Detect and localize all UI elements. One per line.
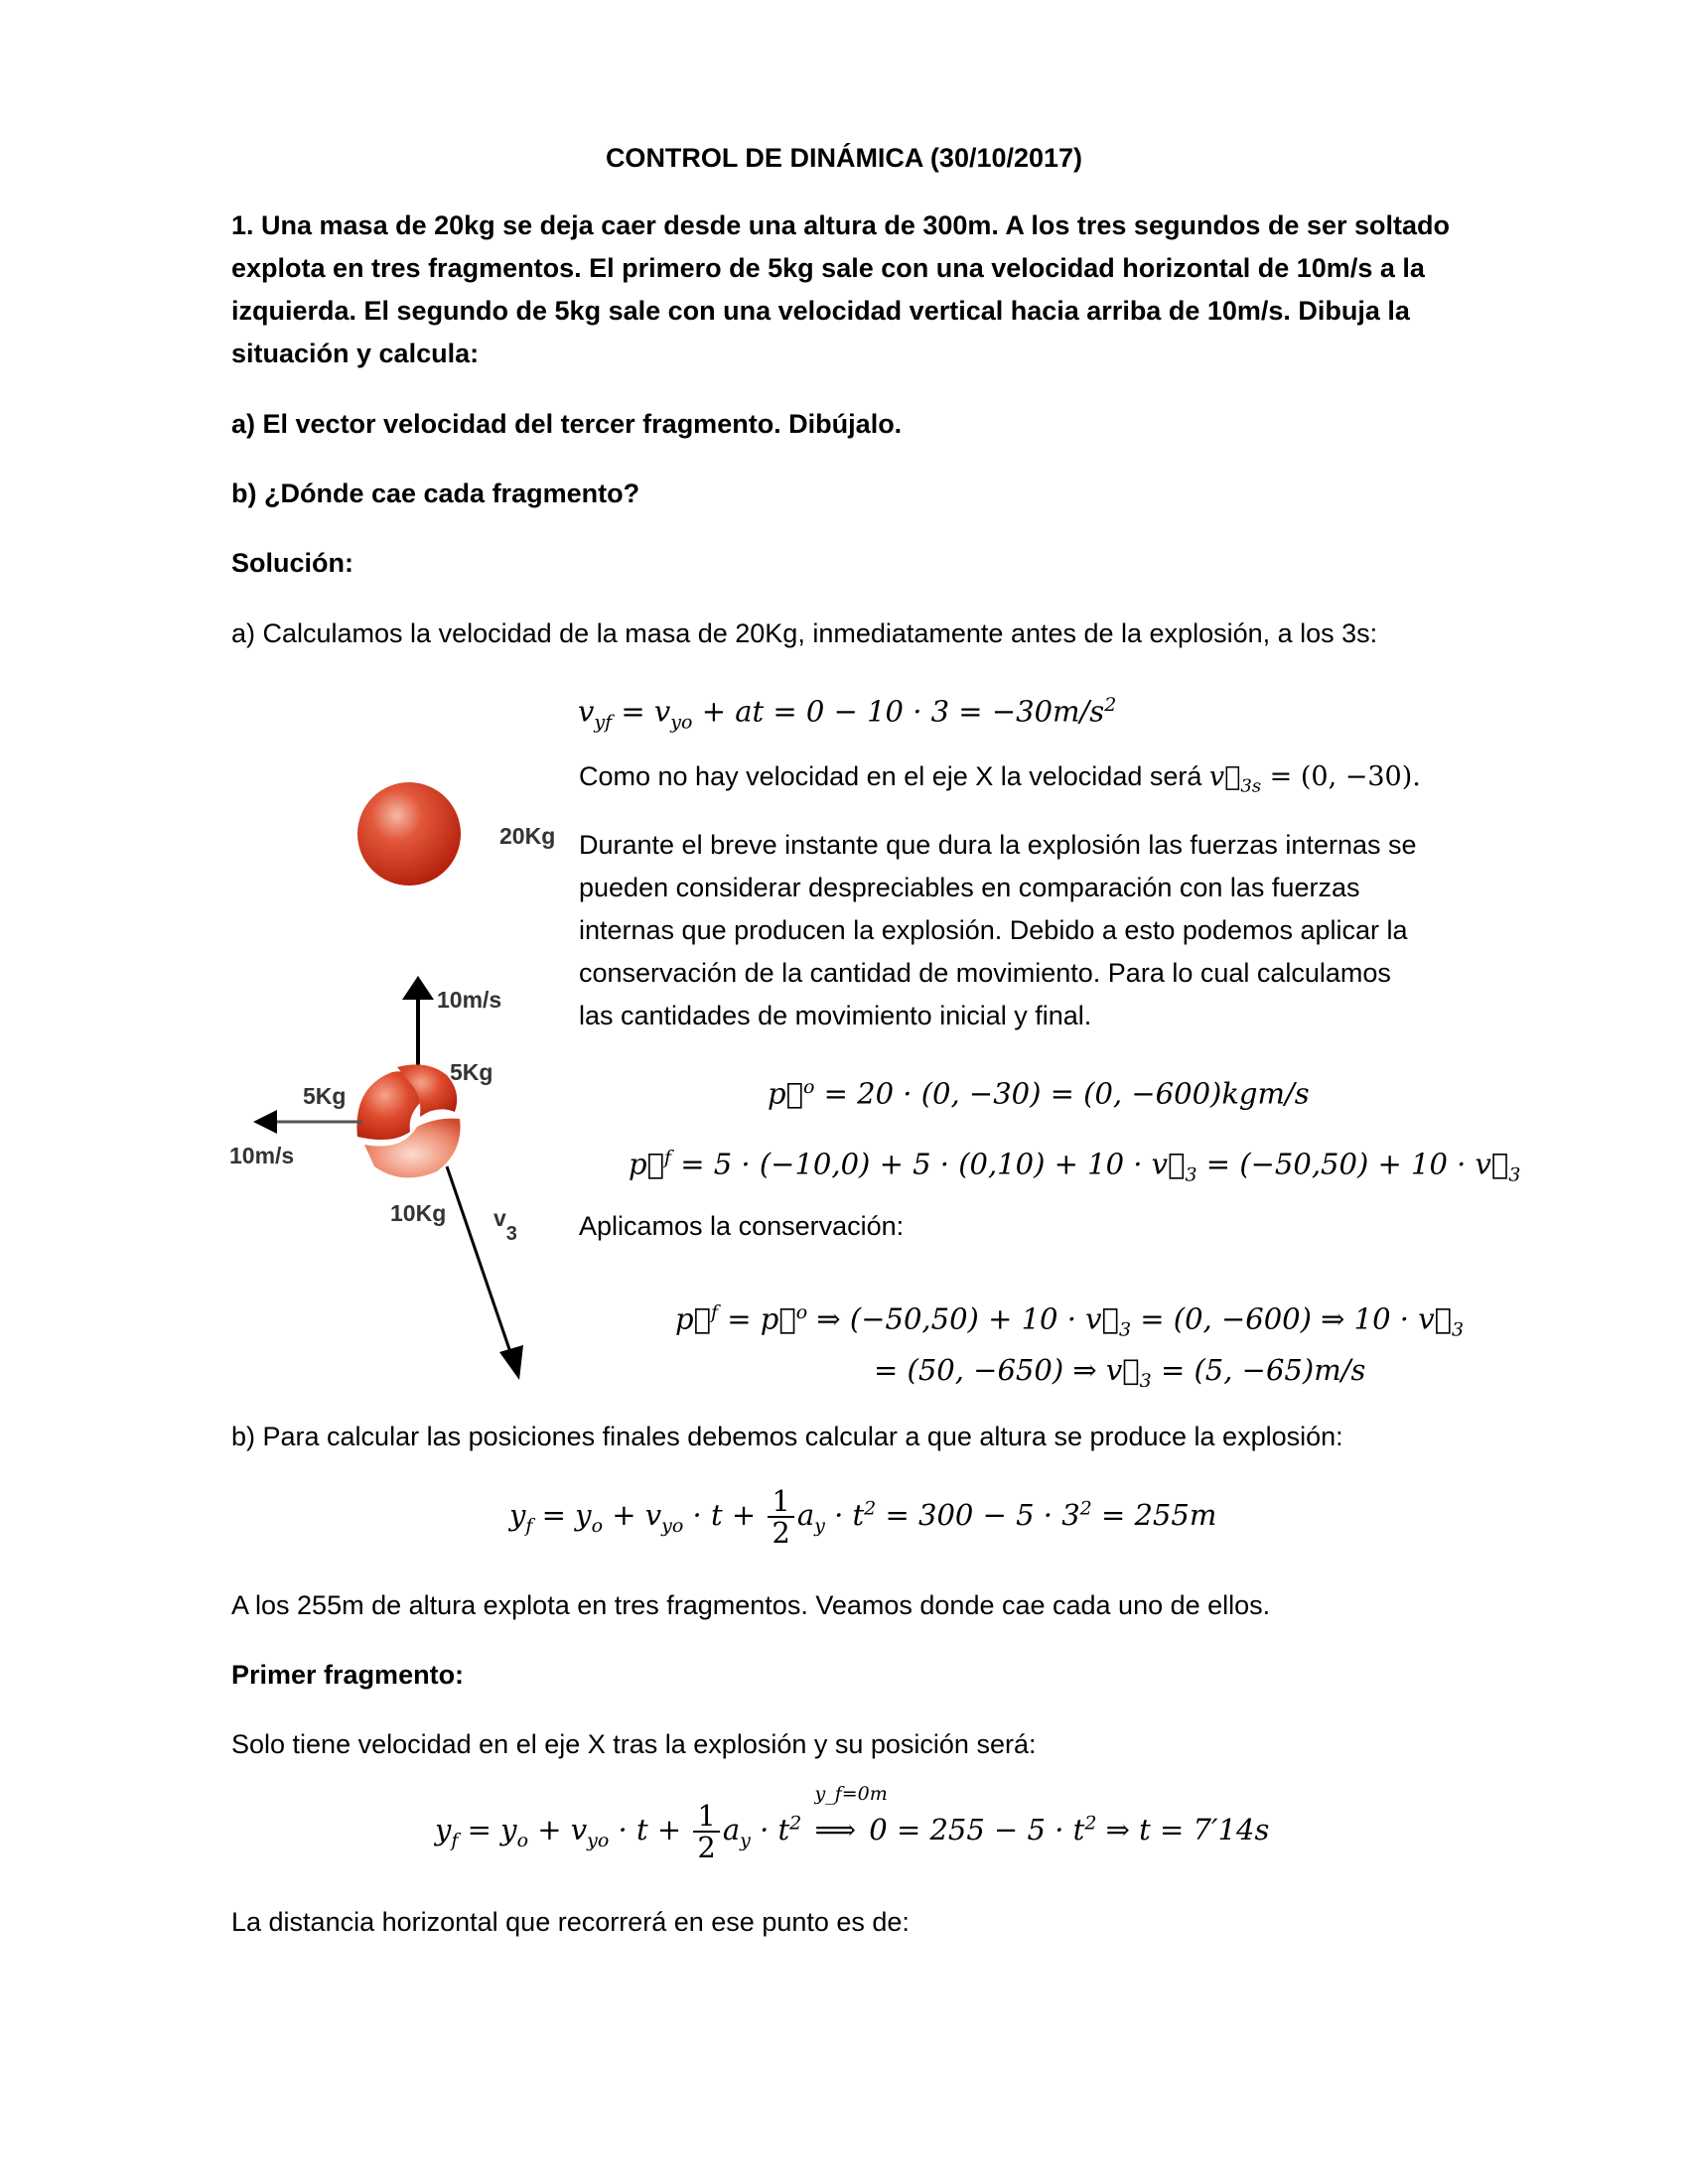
problem-line-3: izquierda. El segundo de 5kg sale con una velocidad vertical hacia arriba de 10m/s. Dibuja la (231, 296, 1410, 326)
label-20kg: 20Kg (499, 823, 556, 849)
equation-initial-momentum: p⃗$^o$ = 20 · (0, −30) = (0, −600)kgm/s (768, 1076, 1310, 1111)
part-b-question: b) ¿Dónde cae cada fragmento? (231, 478, 640, 508)
horizontal-distance-text: La distancia horizontal que recorrerá en ese punto es de: (231, 1907, 910, 1937)
fraction-one-half: $\frac{1}{2}$ (768, 1486, 793, 1548)
label-v3: v3 (493, 1205, 517, 1245)
first-fragment-heading: Primer fragmento: (231, 1660, 465, 1690)
mass-20kg-ball (357, 782, 461, 886)
fraction-one-half-2: $\frac{1}{2}$ (693, 1801, 719, 1862)
label-5kg-right: 5Kg (450, 1059, 493, 1085)
equation-explosion-height: $y_f = y_o + v_{yo} \cdot t$ + $\frac{1}{2}$ $a_y \cdot t^2 = 300 - 5 \cdot 3^2 = 255m$ (509, 1484, 1217, 1550)
arrow-left-head (253, 1110, 277, 1134)
explosion-line-1: Durante el breve instante que dura la explosión las fuerzas internas se (579, 830, 1417, 860)
equation-first-fragment-time: $y_f = y_o + v_{yo} \cdot t$ + $\frac{1}{2}$ $a_y \cdot t^2$ y_f=0m ⟹ $0 = 255 - 5 \cdot t^2$ ⇒ t = 7′14s (435, 1783, 1270, 1864)
explosion-line-5: las cantidades de movimiento inicial y final. (579, 1001, 1092, 1030)
equation-conservation-1: p⃗$^f$ = p⃗$^o$ ⇒ $(-50,50) + 10 \cdot v⃗_3 = (0$, −600) ⇒ $10 \cdot v⃗_3$ (675, 1301, 1465, 1341)
first-fragment-text: Solo tiene velocidad en el eje X tras la explosión y su posición será: (231, 1729, 1037, 1759)
part-a-question: a) El vector velocidad del tercer fragmento. Dibújalo. (231, 409, 903, 439)
solution-heading: Solución: (231, 548, 353, 578)
text-no-velocity-x: Como no hay velocidad en el eje X la velocidad será $v⃗_{3s} = (0$, −30). (579, 761, 1421, 797)
label-10kg: 10Kg (390, 1200, 447, 1226)
solution-a-intro: a) Calculamos la velocidad de la masa de 20Kg, inmediatamente antes de la explosión, a los 3s: (231, 618, 1378, 648)
problem-line-2: explota en tres fragmentos. El primero de 5kg sale con una velocidad horizontal de 10m/s a la (231, 253, 1425, 283)
explosion-diagram (223, 769, 581, 1405)
equation-velocity: $v_{yf} = v_{yo}$ + at = $0 - 10 \cdot 3 = -30m/s^2$ (578, 694, 1117, 734)
label-10ms-left: 10m/s (229, 1143, 295, 1168)
arrow-v3 (447, 1166, 511, 1355)
implies-arrow-with-condition: y_f=0m ⟹ (814, 1783, 888, 1846)
arrow-v3-head (499, 1345, 523, 1380)
explosion-line-4: conservación de la cantidad de movimiento. Para lo cual calculamos (579, 958, 1391, 988)
page-title: CONTROL DE DINÁMICA (30/10/2017) (605, 143, 1083, 173)
equation-conservation-2: = (50, −650) ⇒ $v⃗_3 = (5$, −65)m/s (874, 1353, 1366, 1392)
text-255m: A los 255m de altura explota en tres fragmentos. Veamos donde cae cada uno de ellos. (231, 1590, 1271, 1620)
solution-b-intro: b) Para calcular las posiciones finales debemos calcular a que altura se produce la explosión: (231, 1422, 1343, 1451)
equation-final-momentum: p⃗$^f$ = $5 \cdot (-10,0) + 5 \cdot (0,10) + 10 \cdot v⃗_3 = (-50,50) + 10$ · $v⃗_3$ (629, 1147, 1521, 1186)
problem-line-1: 1. Una masa de 20kg se deja caer desde una altura de 300m. A los tres segundos de ser soltado (231, 210, 1450, 240)
label-5kg-left: 5Kg (303, 1083, 347, 1109)
inline-velocity-math: $v⃗_{3s} = (0$, −30). (1208, 761, 1421, 797)
problem-line-4: situación y calcula: (231, 339, 480, 368)
arrow-up-head (402, 976, 434, 1000)
explosion-line-2: pueden considerar despreciables en comparación con las fuerzas (579, 873, 1360, 902)
apply-conservation-text: Aplicamos la conservación: (579, 1211, 905, 1241)
explosion-line-3: internas que producen la explosión. Debido a esto podemos aplicar la (579, 915, 1408, 945)
label-10ms-up: 10m/s (437, 987, 502, 1013)
